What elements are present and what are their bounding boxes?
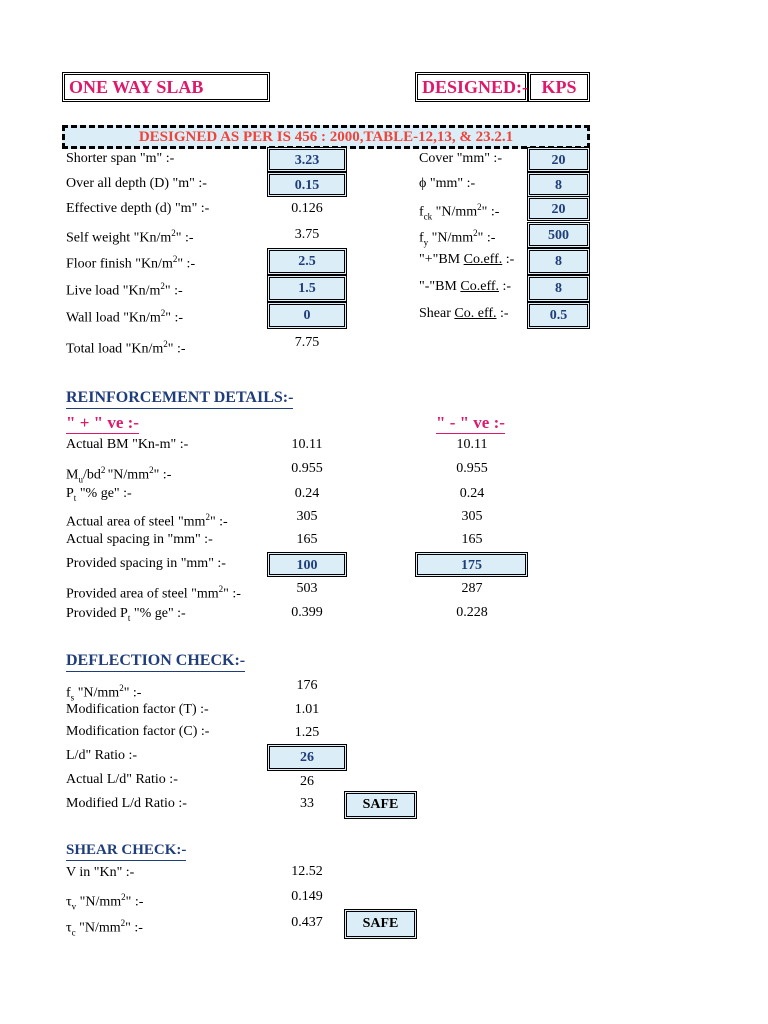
designer-name — [528, 72, 590, 102]
provided-area-label: Provided area of steel "$mm^2$" :- — [66, 584, 241, 602]
live-load-label: Live load "$Kn/m^2$" :- — [66, 281, 183, 299]
tau-c-label: $\tau_c$ "$N/mm^2$" :- — [66, 918, 143, 938]
tau-c-value: 0.437 — [291, 915, 323, 930]
phi-label: ϕ "mm" :- — [419, 176, 476, 191]
shear-coeff-input[interactable]: 0.5 — [527, 302, 590, 329]
ld-ratio-label: L/d" Ratio :- — [66, 748, 138, 763]
modified-ld-value: 33 — [300, 796, 314, 811]
cover-input[interactable]: 20 — [527, 147, 590, 172]
mu-bd2-label: $M_u/bd^2$ "$N/mm^2$" :- — [66, 465, 172, 485]
self-weight-value: 3.75 — [294, 227, 320, 242]
provided-spacing-pos-input[interactable]: 100 — [267, 552, 347, 577]
provided-pt-label: Provided $P_t$ "% ge" :- — [66, 606, 186, 623]
provided-spacing-neg-input[interactable]: 175 — [415, 552, 528, 577]
fck-input[interactable]: 20 — [527, 196, 590, 221]
page-title-text: ONE WAY SLAB — [69, 77, 204, 97]
provided-spacing-label: Provided spacing in "mm" :- — [66, 556, 226, 571]
overall-depth-label: Over all depth (D) "m" :- — [66, 176, 207, 191]
floor-finish-input[interactable]: 2.5 — [267, 248, 347, 275]
shear-coeff-label: Shear Co. eff. :- — [419, 306, 509, 321]
fs-label: $f_s$ "$N/mm^2$" :- — [66, 683, 142, 703]
tau-v-value: 0.149 — [291, 889, 323, 904]
actual-bm-neg: 10.11 — [456, 437, 488, 452]
mu-bd2-neg: 0.955 — [456, 461, 488, 476]
provided-area-neg: 287 — [461, 581, 483, 596]
mod-factor-t-value: 1.01 — [294, 702, 320, 717]
actual-ld-label: Actual L/d" Ratio :- — [66, 772, 178, 787]
pos-bm-coeff-input[interactable]: 8 — [527, 248, 590, 275]
shear-check-heading: SHEAR CHECK:- — [66, 840, 186, 861]
pt-neg: 0.24 — [459, 486, 485, 501]
provided-pt-neg: 0.228 — [456, 605, 488, 620]
effective-depth-label: Effective depth (d) "m" :- — [66, 201, 210, 216]
total-load-value: 7.75 — [294, 335, 320, 350]
wall-load-input[interactable]: 0 — [267, 302, 347, 329]
total-load-label: Total load "$Kn/m^2$" :- — [66, 339, 186, 357]
actual-area-label: Actual area of steel "$mm^2$" :- — [66, 512, 228, 530]
tau-v-label: $\tau_v$ "$N/mm^2$" :- — [66, 892, 144, 912]
self-weight-label: Self weight "$Kn/m^2$" :- — [66, 228, 194, 246]
designed-label — [415, 72, 528, 102]
shear-status-badge: SAFE — [344, 909, 417, 939]
neg-bm-coeff-input[interactable]: 8 — [527, 275, 590, 302]
mod-factor-t-label: Modification factor (T) :- — [66, 702, 209, 717]
design-code-text: DESIGNED AS PER IS 456 : 2000,TABLE-12,13, & 23.2.1 — [138, 129, 514, 145]
designed-label-text: DESIGNED:- — [422, 77, 529, 97]
floor-finish-label: Floor finish "$Kn/m^2$" :- — [66, 254, 196, 272]
actual-spacing-label: Actual spacing in "mm" :- — [66, 532, 213, 547]
deflection-heading: DEFLECTION CHECK:- — [66, 651, 245, 672]
page-title — [62, 72, 270, 102]
actual-bm-label: Actual BM "Kn-m" :- — [66, 437, 189, 452]
reinforcement-heading: REINFORCEMENT DETAILS:- — [66, 388, 293, 409]
provided-area-pos: 503 — [296, 581, 318, 596]
designer-name-text: KPS — [541, 77, 577, 97]
actual-area-pos: 305 — [296, 509, 318, 524]
pt-label: $P_t$ "% ge" :- — [66, 486, 132, 503]
provided-pt-pos: 0.399 — [291, 605, 323, 620]
v-value: 12.52 — [291, 864, 323, 879]
modified-ld-label: Modified L/d Ratio :- — [66, 796, 187, 811]
mod-factor-c-value: 1.25 — [294, 725, 320, 740]
fck-label: $f_{ck}$ "$N/mm^2$" :- — [419, 202, 500, 222]
ld-ratio-input[interactable]: 26 — [267, 744, 347, 771]
effective-depth-value: 0.126 — [291, 201, 323, 216]
live-load-input[interactable]: 1.5 — [267, 275, 347, 302]
phi-input[interactable]: 8 — [527, 172, 590, 197]
negative-heading: " - " ve :- — [436, 413, 505, 432]
design-code-banner — [62, 125, 590, 149]
wall-load-label: Wall load "$Kn/m^2$" :- — [66, 308, 184, 326]
positive-heading: " + " ve :- — [66, 413, 139, 432]
actual-spacing-pos: 165 — [296, 532, 318, 547]
fy-input[interactable]: 500 — [527, 222, 590, 248]
mod-factor-c-label: Modification factor (C) :- — [66, 724, 210, 739]
actual-spacing-neg: 165 — [461, 532, 483, 547]
deflection-status-badge: SAFE — [344, 791, 417, 819]
pt-pos: 0.24 — [294, 486, 320, 501]
overall-depth-input[interactable]: 0.15 — [267, 172, 347, 197]
neg-bm-coeff-label: "-"BM Co.eff. :- — [419, 279, 512, 294]
mu-bd2-pos: 0.955 — [291, 461, 323, 476]
fs-value: 176 — [296, 678, 318, 693]
actual-bm-pos: 10.11 — [291, 437, 323, 452]
shorter-span-label: Shorter span "m" :- — [66, 151, 175, 166]
pos-bm-coeff-label: "+"BM Co.eff. :- — [419, 252, 515, 267]
cover-label: Cover "mm" :- — [419, 151, 502, 166]
actual-area-neg: 305 — [461, 509, 483, 524]
actual-ld-value: 26 — [300, 774, 314, 789]
v-label: V in "Kn" :- — [66, 865, 135, 880]
shorter-span-input[interactable]: 3.23 — [267, 147, 347, 172]
fy-label: $f_y$ "$N/mm^2$" :- — [419, 228, 496, 248]
